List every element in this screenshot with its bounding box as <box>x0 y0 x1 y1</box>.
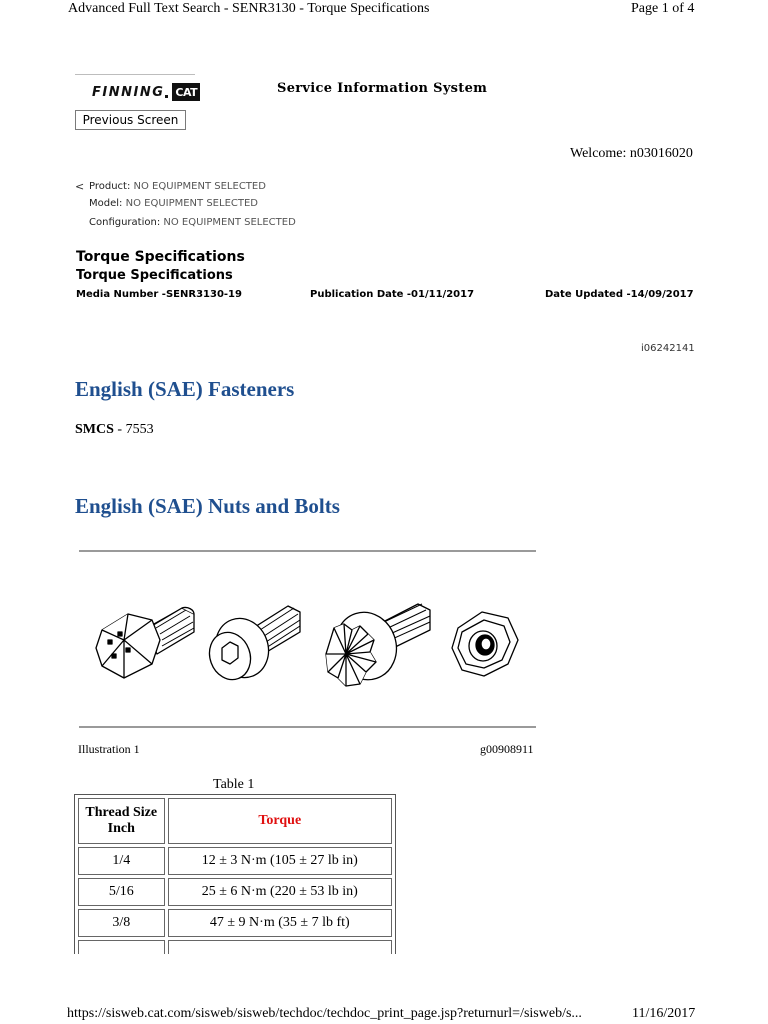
product-label: Product: <box>89 181 131 192</box>
thread-size-cell: 5/16 <box>78 878 165 906</box>
thread-size-cell <box>78 940 165 954</box>
print-footer-date: 11/16/2017 <box>632 1006 696 1021</box>
cat-logo-mark: CAT <box>172 83 200 101</box>
welcome-text: Welcome: n03016020 <box>570 146 693 161</box>
illustration-caption: Illustration 1 <box>78 742 140 756</box>
previous-screen-button[interactable]: Previous Screen <box>75 110 186 130</box>
document-subtitle: Torque Specifications <box>76 268 233 283</box>
table-header-row <box>78 798 392 844</box>
smcs-value: - 7553 <box>113 422 154 437</box>
table-row-cut-off <box>78 940 392 954</box>
illustration-id: g00908911 <box>480 742 534 756</box>
torque-cell: 25 ± 6 N·m (220 ± 53 lb in) <box>168 878 392 906</box>
document-id: i06242141 <box>641 343 695 354</box>
smcs-label: SMCS <box>75 422 114 437</box>
table-row <box>78 909 392 937</box>
publication-date: Publication Date -01/11/2017 <box>310 289 475 300</box>
torque-cell: 47 ± 9 N·m (35 ± 7 lb ft) <box>168 909 392 937</box>
configuration-value: NO EQUIPMENT SELECTED <box>163 217 296 228</box>
torque-header: Torque <box>168 798 392 844</box>
heading-sae-nuts-bolts: English (SAE) Nuts and Bolts <box>75 494 340 518</box>
media-number: Media Number -SENR3130-19 <box>76 289 242 300</box>
configuration-label: Configuration: <box>89 217 161 228</box>
heading-sae-fasteners: English (SAE) Fasteners <box>75 377 295 401</box>
print-header-title: Advanced Full Text Search - SENR3130 - Torque Specifications <box>68 1 430 16</box>
system-title: Service Information System <box>277 81 488 96</box>
thread-size-cell: 3/8 <box>78 909 165 937</box>
document-title: Torque Specifications <box>76 249 245 265</box>
collapse-arrow-icon[interactable]: < <box>75 180 85 193</box>
thread-size-header: Thread Size Inch <box>78 798 165 844</box>
table-row <box>78 878 392 906</box>
torque-table <box>74 794 396 954</box>
torque-cell: 12 ± 3 N·m (105 ± 27 lb in) <box>168 847 392 875</box>
product-value: NO EQUIPMENT SELECTED <box>133 181 266 192</box>
model-value: NO EQUIPMENT SELECTED <box>125 198 258 209</box>
date-updated: Date Updated -14/09/2017 <box>545 289 694 300</box>
logo-word: FINNING <box>92 84 165 100</box>
print-footer-url: https://sisweb.cat.com/sisweb/sisweb/techdoc/techdoc_print_page.jsp?returnurl=/sisweb/s... <box>67 1006 582 1021</box>
table-row <box>78 847 392 875</box>
model-label: Model: <box>89 198 123 209</box>
torque-cell <box>168 940 392 954</box>
thread-size-cell: 1/4 <box>78 847 165 875</box>
print-page-number: Page 1 of 4 <box>631 1 695 16</box>
table-caption: Table 1 <box>213 777 255 792</box>
